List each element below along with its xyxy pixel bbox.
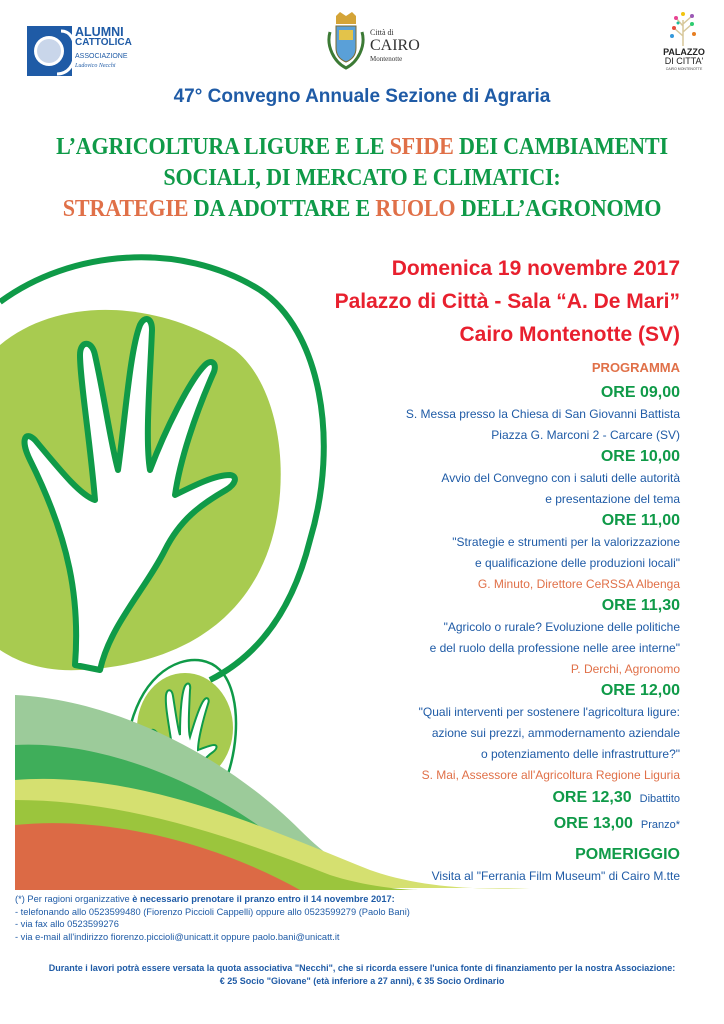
title-segment: DEI CAMBIAMENTI [453,134,668,160]
alumni-line2: CATTOLICA [75,37,132,48]
program-line: e presentazione del tema [545,492,680,506]
event-city: Cairo Montenotte (SV) [459,323,680,346]
alumni-line1: ALUMNI [75,25,124,39]
program-time-with-note [320,786,680,812]
title-segment: SFIDE [389,134,454,160]
program-note: Pranzo* [640,819,680,831]
program-time: ORE 11,00 [601,512,680,529]
program-time: ORE 09,00 [600,384,680,401]
title-line [47,132,676,163]
program-list [320,382,680,887]
footnote-line1 [15,893,410,906]
program-speaker: S. Mai, Assessore all'Agricoltura Regione Liguria [421,768,680,782]
program-time-with-note [320,812,680,838]
palazzo-line1: PALAZZO [663,47,705,57]
program-line: S. Messa presso la Chiesa di San Giovanni Battista [405,407,680,421]
program-line: Visita al "Ferrania Film Museum" di Cairo M.tte [431,869,680,883]
title-segment: RUOLO [375,196,456,222]
program-line: e del ruolo della professione nelle aree interne" [429,641,680,655]
title-segment: SOCIALI, DI MERCATO E CLIMATICI: [163,165,561,191]
membership-line2: € 25 Socio "Giovane" (età inferiore a 27 anni), € 35 Socio Ordinario [219,976,505,986]
cairo-montenotte-logo [326,12,420,74]
footnote-line3: - via fax allo 0523599276 [15,919,119,929]
title-line [47,194,676,225]
program-speaker: G. Minuto, Direttore CeRSSA Albenga [477,577,680,591]
program-line: "Agricolo o rurale? Evoluzione delle politiche [443,620,680,634]
programma-label: PROGRAMMA [591,360,680,375]
program-time: POMERIGGIO [575,846,680,863]
palazzo-line2: DI CITTA' [664,56,704,66]
program-line: "Quali interventi per sostenere l'agricoltura ligure: [418,705,680,719]
cairo-line3: Montenotte [370,55,403,63]
title-segment: L’AGRICOLTURA LIGURE E LE [56,134,390,160]
program-line: "Strategie e strumenti per la valorizzazione [452,535,680,549]
program-line: o potenziamento delle infrastrutture?" [480,747,680,761]
cairo-line2: CAIRO [370,37,420,54]
program-time: ORE 12,30 [552,789,632,806]
program-time: ORE 10,00 [600,448,680,465]
alumni-line3: ASSOCIAZIONE [75,53,128,60]
membership-note [0,962,724,988]
program-line: azione sui prezzi, ammodernamento aziendale [431,726,680,740]
colorful-tree-icon [666,10,700,46]
palazzo-di-citta-logo [652,10,716,72]
program-time: ORE 13,00 [553,815,633,832]
alumni-signature: Ludovico Necchi [75,63,116,69]
footnote-line4: - via e-mail all'indirizzo fiorenzo.piccioli@unicatt.it oppure paolo.bani@unicatt.it [15,931,340,942]
program-time: ORE 12,00 [600,682,680,699]
title-segment: STRATEGIE [62,196,189,222]
cairo-line1: Città di [370,28,394,37]
footnote-line2: - telefonando allo 0523599480 (Fiorenzo Piccioli Cappelli) oppure allo 0523599279 (Paolo Bani) [15,906,410,917]
program-note: Dibattito [639,793,680,805]
event-venue: Palazzo di Città - Sala “A. De Mari” [334,290,680,313]
title-segment: DELL’AGRONOMO [455,196,662,222]
membership-line1: Durante i lavori potrà essere versata la quota associativa "Necchi", che si ricorda essere l'unica fonte di finanziamento per la nostra Associazione: [48,963,676,973]
alumni-cattolica-logo [27,26,137,76]
event-info [260,252,680,351]
program-time: ORE 11,30 [601,597,680,614]
footnote-line1-plain: (*) Per ragioni organizzative [15,894,133,904]
program-line: Piazza G. Marconi 2 - Carcare (SV) [491,428,680,442]
title-line [47,163,676,194]
palazzo-line3: CAIRO MONTENOTTE [665,67,703,71]
convegno-heading: 47° Convegno Annuale Sezione di Agraria [173,86,551,107]
event-date: Domenica 19 novembre 2017 [391,257,680,280]
footnote-line1-bold: è necessario prenotare il pranzo entro il 14 novembre 2017: [132,894,395,904]
coat-of-arms-icon [326,12,366,74]
program-line: Avvio del Convegno con i saluti delle autorità [441,471,680,485]
program-speaker: P. Derchi, Agronomo [570,662,680,676]
program-line: e qualificazione delle produzioni locali" [474,556,680,570]
main-title [47,132,676,225]
footnote [15,893,410,943]
title-segment: DA ADOTTARE E [188,196,376,222]
